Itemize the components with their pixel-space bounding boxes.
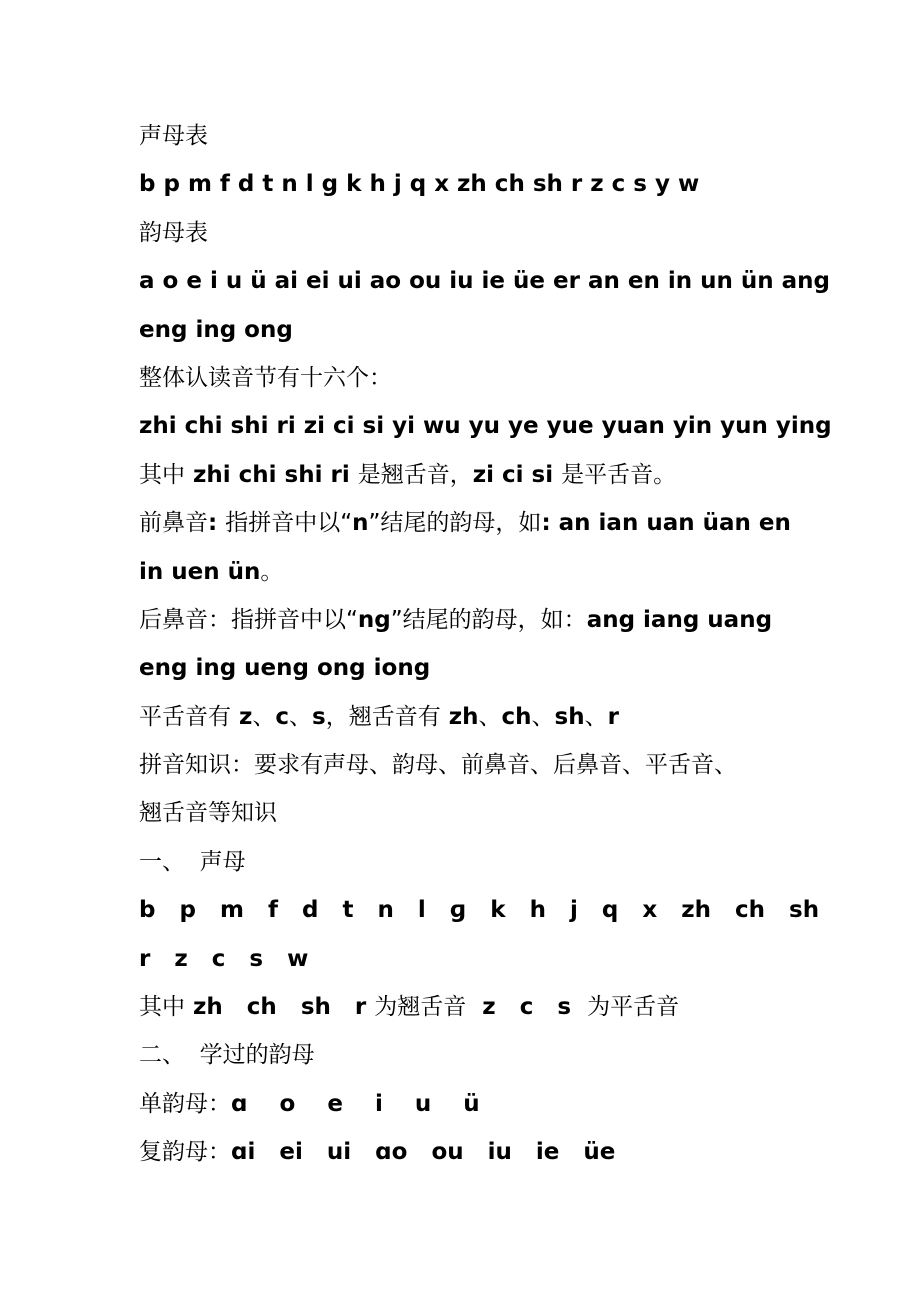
initials-list: b p m f d t n l g k h j q x zh ch sh r z c s y w bbox=[139, 171, 700, 198]
pinyin-knowledge-line-2: 翘舌音等知识 bbox=[139, 800, 277, 827]
whole-syllables-list: zhi chi shi ri zi ci si yi wu yu ye yue yuan yin yun ying bbox=[139, 413, 832, 440]
simple-finals-line: 单韵母：ɑ o e i u ü bbox=[139, 1090, 480, 1117]
compound-finals-line: 复韵母：ɑi ei ui ɑo ou iu ie üe bbox=[139, 1139, 616, 1166]
front-nasal-note-line-1: 前鼻音: 指拼音中以“n”结尾的韵母，如: an ian uan üan en bbox=[139, 510, 791, 537]
front-nasal-note-line-2: in uen ün。 bbox=[139, 558, 284, 585]
section-1-initials-line-1: b p m f d t n l ɡ k h j q x zh ch sh bbox=[139, 897, 820, 924]
finals-list-line-1: a o e i u ü ai ei ui ao ou iu ie üe er an en in un ün ang bbox=[139, 268, 830, 295]
flat-retroflex-list: 平舌音有 z、c、s，翘舌音有 zh、ch、sh、r bbox=[139, 703, 619, 730]
retroflex-flat-note: 其中 zhi chi shi ri 是翘舌音，zi ci si 是平舌音。 bbox=[139, 461, 677, 488]
pinyin-knowledge-line-1: 拼音知识：要求有声母、韵母、前鼻音、后鼻音、平舌音、 bbox=[139, 752, 737, 779]
heading-whole-syllables: 整体认读音节有十六个： bbox=[139, 364, 392, 391]
heading-finals-table: 韵母表 bbox=[139, 219, 208, 246]
section-1-initials-line-2: r z c s w bbox=[139, 945, 309, 972]
heading-initials-table: 声母表 bbox=[139, 123, 208, 149]
document-page bbox=[139, 112, 859, 1177]
section-1-note: 其中 zh ch sh r 为翘舌音 z c s 为平舌音 bbox=[139, 994, 680, 1021]
section-2-heading: 二、 学过的韵母 bbox=[139, 1042, 315, 1069]
back-nasal-note-line-2: eng ing ueng ong iong bbox=[139, 655, 431, 682]
finals-list-line-2: eng ing ong bbox=[139, 316, 293, 343]
back-nasal-note-line-1: 后鼻音：指拼音中以“ng”结尾的韵母，如：ang iang uang bbox=[139, 606, 773, 633]
section-1-heading: 一、 声母 bbox=[139, 848, 246, 875]
